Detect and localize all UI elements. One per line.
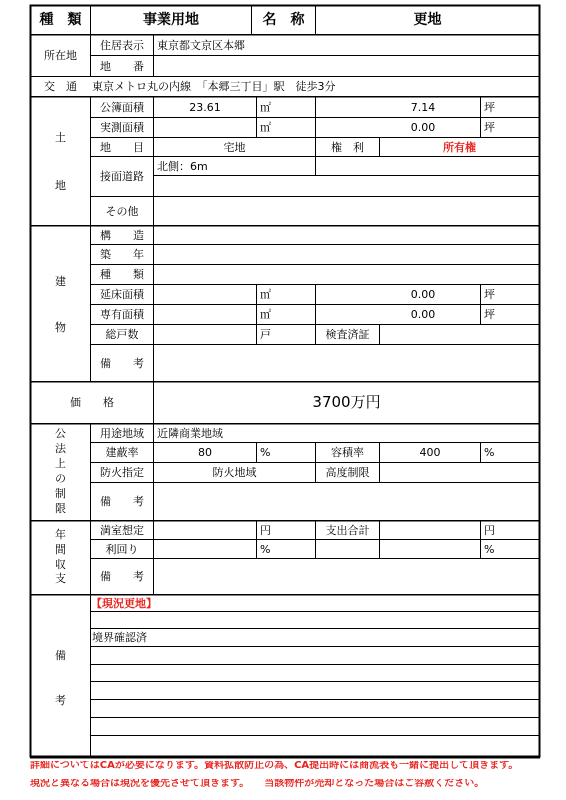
regulations-label-char: 限: [55, 501, 66, 515]
address-label: 住居表示: [100, 38, 144, 52]
price-label: 価 格: [70, 396, 114, 409]
building-label-top: 建: [55, 274, 66, 288]
address-value: 東京都文京区本郷: [157, 38, 245, 52]
inspection-cert-label: 検査済証: [325, 328, 370, 341]
full-occupancy-unit: 円: [260, 523, 271, 537]
land-other-label: その他: [105, 204, 139, 218]
survey-area-label: 実測面積: [100, 121, 144, 134]
land-category-value: 宅地: [223, 140, 246, 154]
regulations-label-char: 法: [55, 442, 66, 456]
rights-value: 所有権: [443, 140, 476, 154]
building-label-bottom: 物: [55, 320, 66, 334]
floor-area-sqm-unit: ㎡: [260, 288, 271, 301]
coverage-ratio-unit: %: [260, 446, 271, 459]
land-label-bottom: 地: [55, 178, 66, 192]
income-label-char: 間: [55, 542, 66, 556]
registry-tsubo-value: 7.14: [410, 100, 436, 114]
regulations-label-char: の: [55, 472, 66, 485]
footer-note-ca: 詳細についてはCAが必要になります。資料拡散防止の為、CA提出時には商流表も一緒に提出して頂きます。: [30, 761, 519, 771]
registry-area-value: 23.61: [189, 100, 221, 114]
fire-zone-label: 防火指定: [100, 466, 144, 479]
road-frontage-value: 北側：6m: [157, 159, 208, 173]
regulations-label-char: 上: [55, 457, 66, 471]
income-label-char: 年: [55, 527, 66, 541]
yield-unit-right: %: [484, 542, 495, 556]
footer-note-priority: 現況と異なる場合は現況を優先させて頂きます。 当該物件が売却となった場合はご容赦ください。: [30, 779, 485, 789]
expense-total-unit: 円: [484, 523, 495, 537]
fire-zone-value: 防火地域: [212, 466, 257, 479]
exclusive-area-tsubo-unit: 坪: [484, 308, 495, 321]
transport-value: 東京メトロ丸の内線 「本郷三丁目」駅 徒歩3分: [92, 80, 336, 93]
expense-total-label: 支出合計: [325, 523, 370, 537]
road-frontage-label: 接面道路: [100, 170, 144, 183]
lot-number-label: 地 番: [100, 59, 144, 73]
rights-label: 権 利: [331, 140, 364, 154]
total-units-label: 総戸数: [105, 328, 139, 341]
remarks-label-bottom: 考: [55, 693, 66, 707]
floor-area-tsubo-value: 0.00: [410, 288, 436, 301]
name-label: 名 称: [262, 12, 305, 28]
exclusive-area-label: 専有面積: [100, 308, 144, 321]
price-value: 3700万円: [312, 393, 381, 411]
building-kind-label: 種 類: [100, 268, 144, 281]
registry-tsubo-unit: 坪: [484, 100, 495, 114]
location-label: 所在地: [44, 49, 77, 62]
survey-sqm-unit: ㎡: [260, 121, 271, 134]
exclusive-area-sqm-unit: ㎡: [260, 308, 271, 321]
name-value: 更地: [413, 12, 442, 28]
total-units-unit: 戸: [260, 328, 271, 341]
floor-area-tsubo-unit: 坪: [484, 288, 495, 301]
regulations-remarks-label: 備 考: [100, 495, 144, 508]
yield-label: 利回り: [105, 542, 139, 556]
remarks-line-boundary: 境界確認済: [92, 631, 147, 644]
zoning-value: 近隣商業地域: [157, 426, 223, 440]
income-label-char: 支: [55, 572, 66, 586]
regulations-label-char: 公: [55, 427, 66, 441]
remarks-label-top: 備: [55, 648, 66, 662]
income-remarks-label: 備 考: [100, 570, 144, 583]
regulations-label-char: 制: [55, 486, 66, 500]
survey-tsubo-unit: 坪: [484, 121, 495, 134]
land-category-label: 地 目: [100, 140, 144, 154]
income-label-char: 収: [55, 557, 66, 571]
floor-area-label: 延床面積: [100, 288, 144, 301]
registry-sqm-unit: ㎡: [260, 100, 271, 114]
land-label-top: 土: [55, 130, 66, 144]
full-occupancy-label: 満室想定: [100, 523, 144, 537]
floor-area-ratio-label: 容積率: [331, 446, 364, 459]
yield-unit: %: [260, 542, 271, 556]
built-year-label: 築 年: [100, 248, 144, 261]
coverage-ratio-label: 建蔽率: [105, 446, 139, 459]
type-label: 種 類: [39, 12, 82, 28]
type-value: 事業用地: [143, 12, 199, 28]
survey-tsubo-value: 0.00: [410, 121, 436, 134]
height-limit-label: 高度制限: [325, 466, 370, 479]
building-remarks-label: 備 考: [100, 356, 144, 370]
remarks-line-status: 【現況更地】: [91, 596, 157, 610]
coverage-ratio-value: 80: [198, 446, 212, 459]
registry-area-label: 公簿面積: [100, 100, 144, 114]
zoning-label: 用途地域: [100, 426, 144, 440]
exclusive-area-tsubo-value: 0.00: [410, 308, 436, 321]
floor-area-ratio-value: 400: [419, 446, 441, 459]
structure-label: 構 造: [100, 228, 144, 242]
floor-area-ratio-unit: %: [484, 446, 495, 459]
transport-label: 交 通: [44, 80, 77, 93]
income-label: [31, 521, 90, 594]
regulations-label: [31, 424, 90, 520]
